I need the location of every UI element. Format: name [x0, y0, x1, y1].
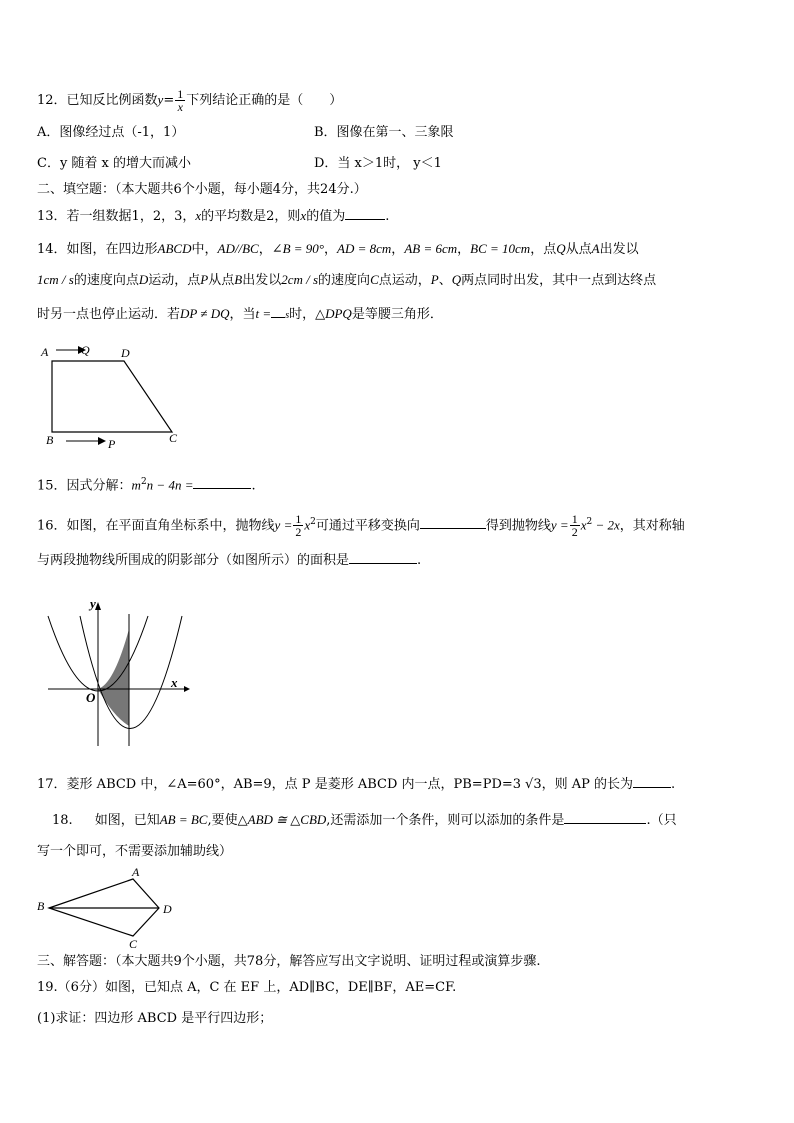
q19-line-1: 19.（6分）如图，已知点 A，C 在 EF 上，AD∥BC，DE∥BF，AE=CF.	[37, 980, 457, 995]
q12-option-b: B．图像在第一、三象限	[314, 125, 454, 140]
label-b: B	[37, 899, 45, 913]
answer-blank[interactable]	[271, 305, 285, 318]
q12-fraction: $\frac{1}{x}$	[177, 87, 184, 114]
answer-blank[interactable]	[349, 551, 417, 564]
arrow-p-head	[98, 437, 106, 445]
q14-line-1: 14．如图，在四边形ABCD中，AD//BC，∠B = 90°，AD = 8cm，AB = 6cm，BC = 10cm，点Q从点A出发以	[37, 241, 639, 257]
q19-line-2: (1)求证：四边形 ABCD 是平行四边形；	[37, 1011, 273, 1026]
shaded-upper	[98, 629, 129, 689]
label-q: Q	[81, 343, 90, 357]
q16-line-1: 16．如图，在平面直角坐标系中，抛物线y = $\frac{1}{2}$ $x^2$可通过平移变换向 得到抛物线y = $\frac{1}{2}$ $x^2 - 2x$，其对称轴	[37, 512, 685, 540]
label-c: C	[129, 937, 138, 951]
q14-trapezoid-figure	[38, 340, 188, 450]
label-a: A	[41, 345, 49, 359]
answer-blank[interactable]	[564, 811, 646, 824]
q12-option-d: D．当 x＞1时， y＜1	[314, 156, 442, 171]
label-y: y	[90, 596, 96, 611]
q15: 15．因式分解：$m^2n - 4n$ = .	[37, 477, 256, 494]
answer-blank[interactable]	[633, 775, 671, 788]
q16-parabola-figure	[40, 596, 190, 748]
label-c: C	[169, 431, 178, 445]
q13: 13．若一组数据1，2，3，x的平均数是2，则x的值为 .	[37, 208, 390, 224]
x-axis-arrow	[184, 686, 190, 692]
label-o: O	[86, 690, 96, 705]
label-a: A	[132, 865, 140, 879]
label-d: D	[163, 902, 172, 916]
q16-line-2: 与两段抛物线所围成的阴影部分（如图所示）的面积是 .	[37, 553, 422, 568]
section-2-heading: 二、填空题：（本大题共6个小题，每小题4分，共24分.）	[37, 182, 367, 197]
q12-option-a: A．图像经过点（-1，1）	[37, 125, 185, 140]
section-3-heading: 三、解答题：（本大题共9个小题，共78分，解答应写出文字说明、证明过程或演算步骤.	[37, 954, 541, 969]
y-axis-arrow	[95, 602, 101, 610]
label-p: P	[108, 437, 116, 450]
q12-stem: 12．已知反比例函数y= $\frac{1}{x}$ 下列结论正确的是（ ）	[37, 87, 343, 114]
trapezoid-abcd	[52, 361, 172, 432]
answer-blank[interactable]	[420, 516, 486, 529]
q14-line-3: 时另一点也停止运动．若DP ≠ DQ，当t = s时，△DPQ是等腰三角形．	[37, 306, 443, 322]
q17: 17．菱形 ABCD 中，∠A=60°，AB=9，点 P 是菱形 ABCD 内一点，PB=PD=3 √3，则 AP 的长为 .	[37, 777, 676, 792]
parabola-2	[80, 616, 182, 729]
q18-line-2: 写一个即可，不需要添加辅助线）	[37, 844, 233, 859]
q18-kite-figure	[35, 864, 185, 954]
q14-line-2: 1cm / s的速度向点D运动，点P从点B出发以2cm / s的速度向C点运动，P、Q两点同时出发，其中一点到达终点	[37, 272, 657, 288]
q12-option-c: C．y 随着 x 的增大而减小	[37, 156, 192, 171]
label-b: B	[46, 433, 54, 447]
q18-line-1: 18. 如图，已知AB = BC,要使△ABD ≅ △CBD,还需添加一个条件，则可以添加的条件是 .（只	[52, 812, 677, 828]
answer-blank[interactable]	[345, 207, 385, 220]
answer-blank[interactable]	[193, 476, 251, 489]
label-x: x	[171, 675, 178, 690]
label-d: D	[121, 346, 130, 360]
